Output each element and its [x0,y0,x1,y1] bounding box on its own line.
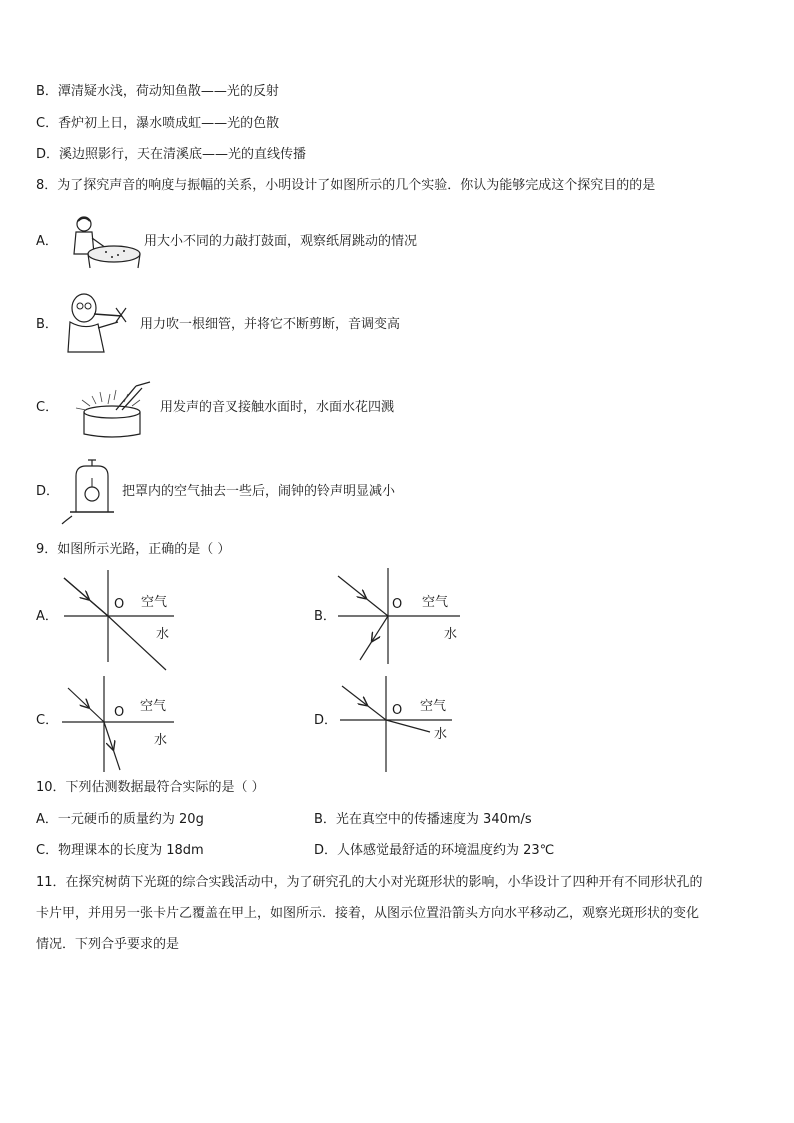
point-o-label: O [392,703,403,718]
q10-option-b: B．光在真空中的传播速度为 340m/s [314,812,532,827]
point-o-label: O [114,705,125,720]
tuning-fork-water-illustration [66,380,156,440]
q8-option-a-label: A． [36,234,58,249]
q9-option-a-label: A． [36,609,58,624]
q9-option-c-label: C． [36,713,59,728]
water-label: 水 [444,627,458,642]
q10-stem: 10．下列估测数据最符合实际的是（ ） [36,780,265,795]
air-label: 空气 [420,699,447,714]
q11-line-1: 11．在探究树荫下光斑的综合实践活动中，为了研究孔的大小对光斑形状的影响，小华设计了四种开有不同形状孔的 [36,875,703,890]
straw-blowing-illustration [64,292,140,356]
q10-option-c: C．物理课本的长度为 18dm [36,843,204,858]
q8-option-c-text: 用发声的音叉接触水面时，水面水花四溅 [160,400,395,415]
air-label: 空气 [422,595,449,610]
air-label: 空气 [140,699,167,714]
light-path-diagram-c [58,674,188,774]
water-label: 水 [434,727,448,742]
q8-option-d-text: 把罩内的空气抽去一些后，闹钟的铃声明显减小 [122,484,396,499]
light-path-diagram-b [334,566,464,666]
q10-option-a: A．一元硬币的质量约为 20g [36,812,204,827]
q7-option-b: B．潭清疑水浅，荷动知鱼散——光的反射 [36,84,279,99]
q9-stem: 9．如图所示光路，正确的是（ ） [36,542,231,557]
q10-option-d: D．人体感觉最舒适的环境温度约为 23℃ [314,843,555,858]
water-label: 水 [156,627,170,642]
light-path-diagram-d [334,674,464,774]
q7-option-d: D．溪边照影行，天在清溪底——光的直线传播 [36,147,307,162]
q8-stem: 8．为了探究声音的响度与振幅的关系，小明设计了如图所示的几个实验．你认为能够完成这个探究目的的是 [36,178,656,193]
q8-option-b-label: B． [36,317,58,332]
q11-line-3: 情况．下列合乎要求的是 [36,937,180,952]
q8-option-a-text: 用大小不同的力敲打鼓面，观察纸屑跳动的情况 [144,234,418,249]
q8-option-b-text: 用力吹一根细管，并将它不断剪断，音调变高 [140,317,401,332]
bell-jar-illustration [62,460,122,526]
q8-option-c-label: C． [36,400,59,415]
drum-experiment-illustration [62,214,142,272]
light-path-diagram-a [58,566,188,666]
air-label: 空气 [141,595,168,610]
q8-option-d-label: D． [36,484,60,499]
q9-option-b-label: B． [314,609,336,624]
point-o-label: O [392,597,403,612]
water-label: 水 [154,733,168,748]
point-o-label: O [114,597,125,612]
q9-option-d-label: D． [314,713,338,728]
q11-line-2: 卡片甲，并用另一张卡片乙覆盖在甲上，如图所示．接着，从图示位置沿箭头方向水平移动乙，观察光斑形状的变化 [36,906,700,921]
q7-option-c: C．香炉初上日，瀑水喷成虹——光的色散 [36,116,280,131]
